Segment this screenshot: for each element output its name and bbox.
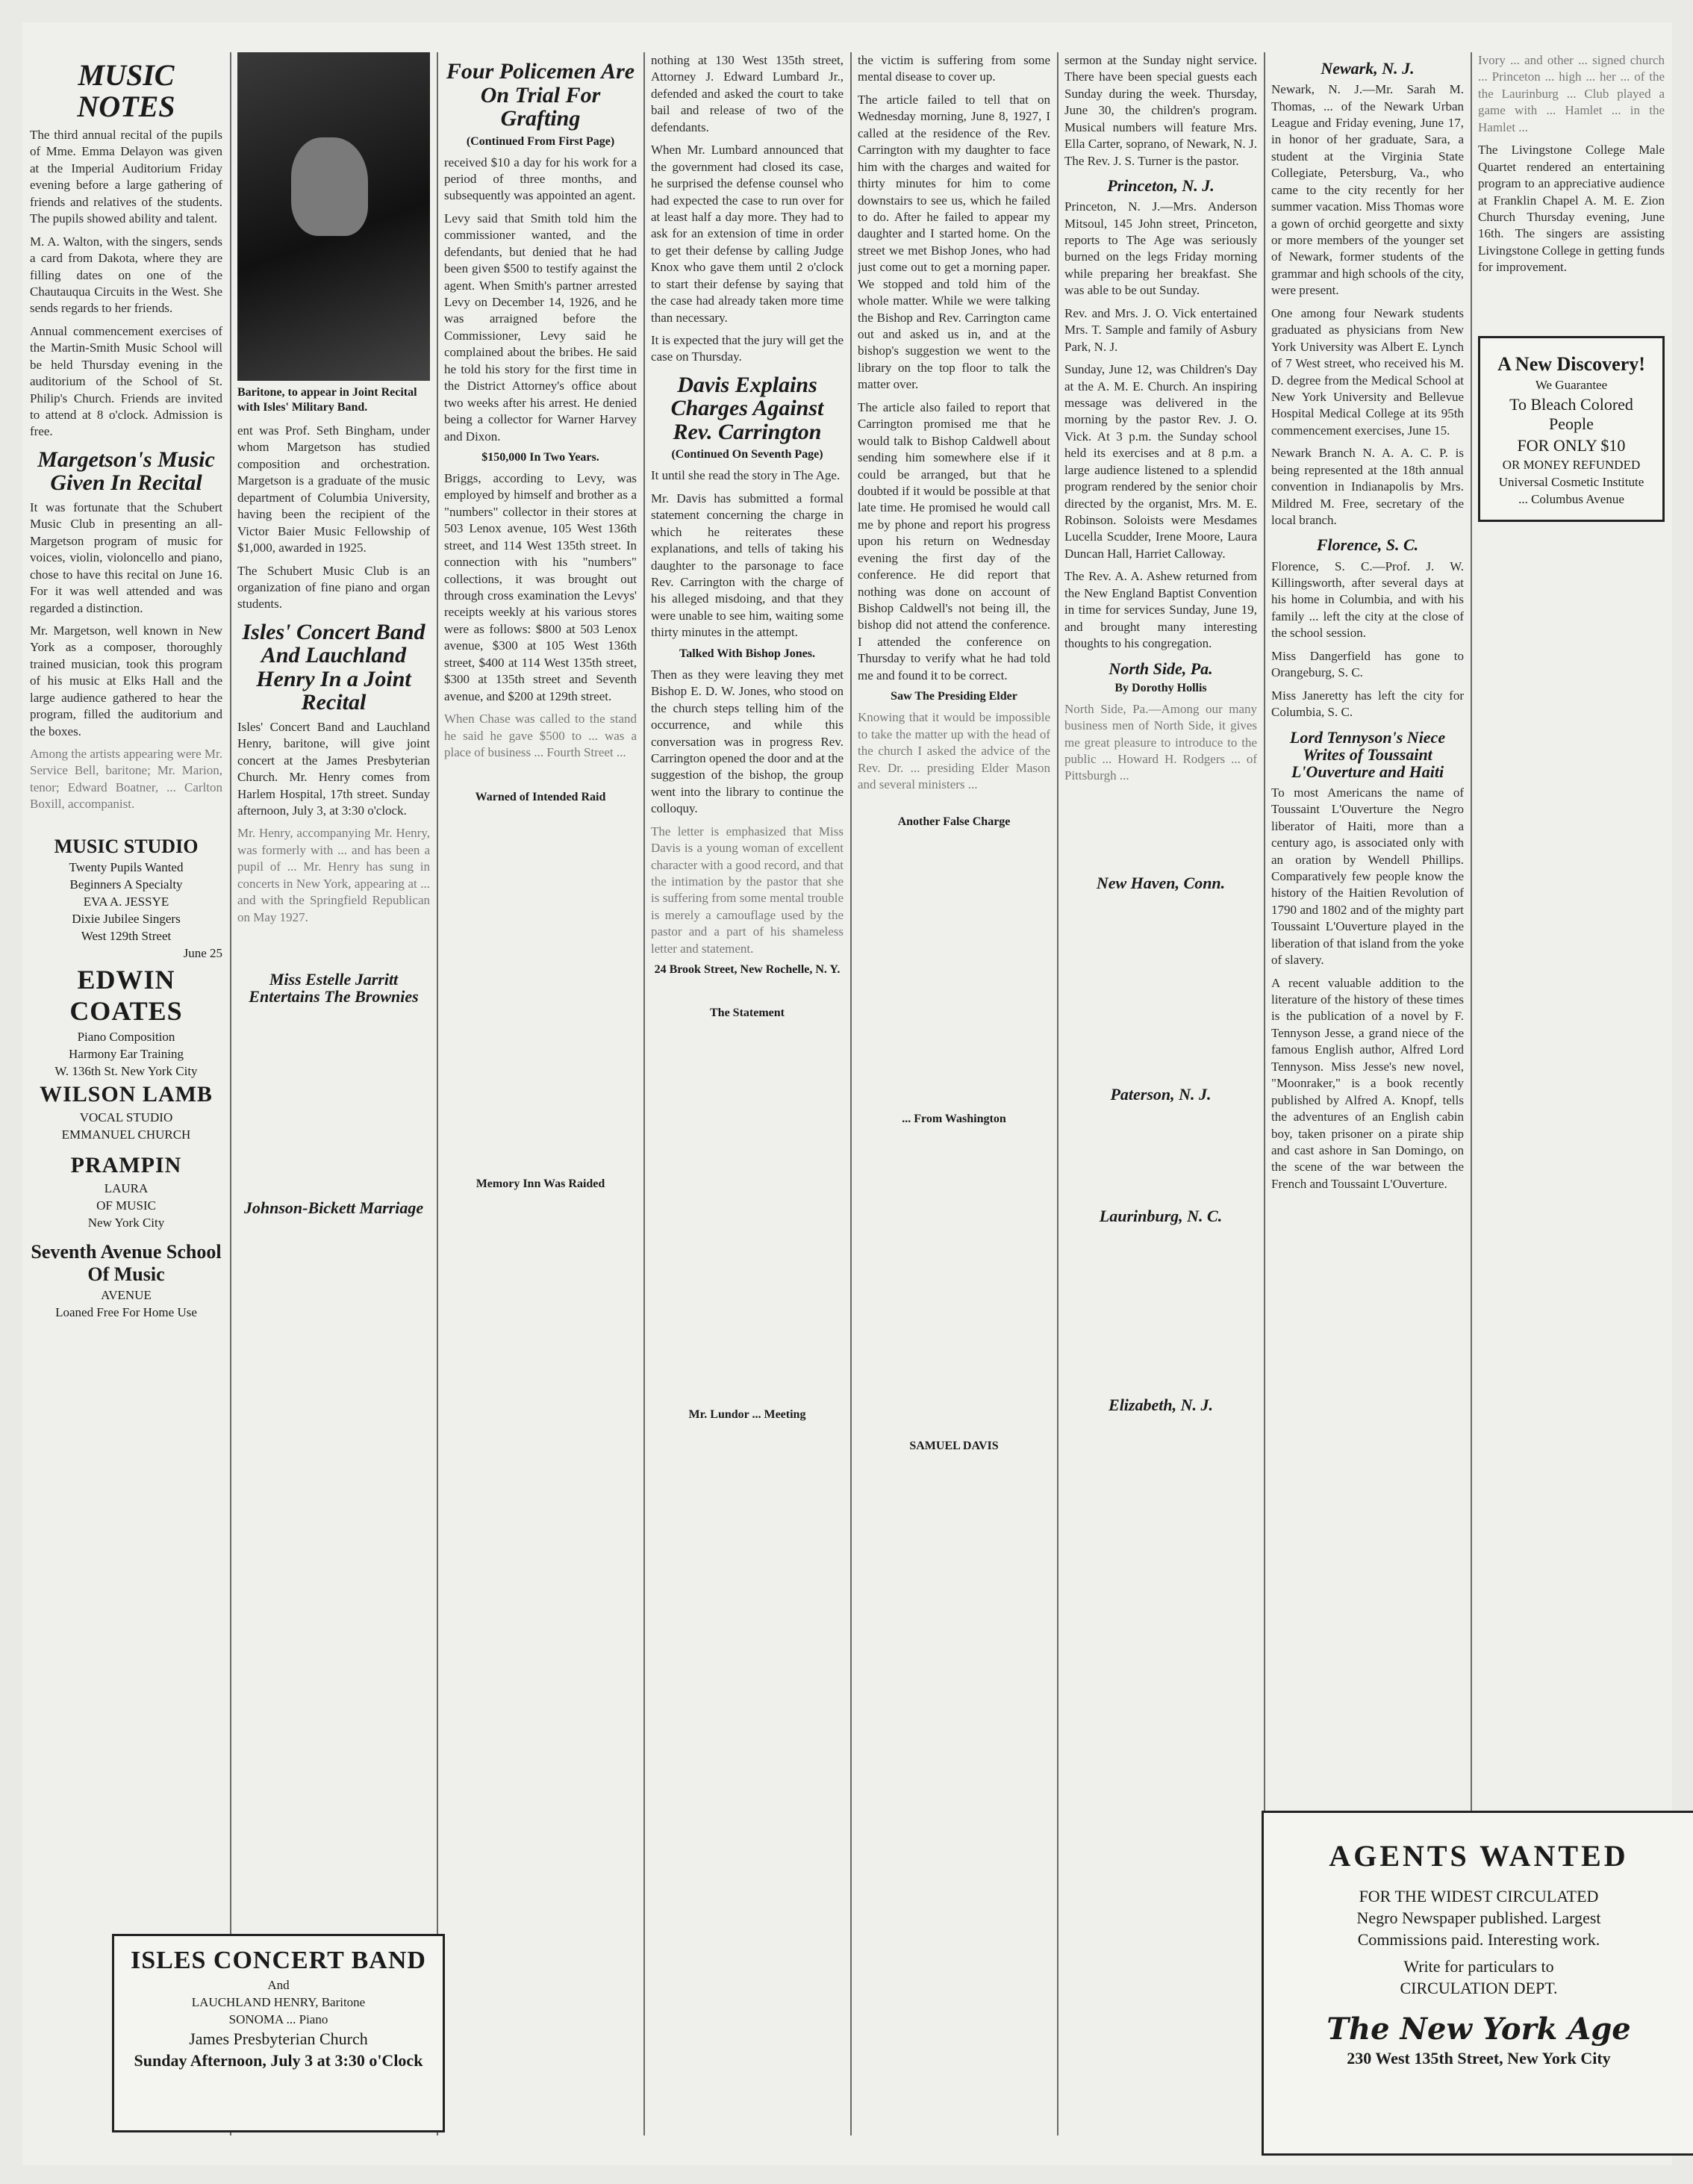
- ad-line: Twenty Pupils Wanted: [69, 859, 184, 874]
- column-davis-statement: [858, 52, 1050, 2150]
- column-music-notes: [30, 52, 222, 2150]
- ad-line: Harmony Ear Training: [69, 1046, 184, 1061]
- isles-concert-band-ad: [112, 1934, 445, 2132]
- ad-line: FOR THE WIDEST CIRCULATED: [1359, 1887, 1599, 1905]
- article-paragraph: Isles' Concert Band and Lauchland Henry, baritone, will give joint concert at the James Presbyterian Church. Mr. Henry comes from Harlem Hospital, 17th street. Sunday afternoon, July 3, at 3:30 o'clock.: [237, 719, 430, 818]
- bleach-ad: [1478, 336, 1665, 522]
- byline: By Dorothy Hollis: [1114, 681, 1207, 694]
- article-paragraph: One among four Newark students graduated as physicians from New York University was Albert E. Lynch of 7 West street, who received his M. D. degree from the Medical School at New York University and Bellevue Hospital Medical College at its 95th commencement exercises, June 15.: [1271, 305, 1464, 438]
- ad-line: Universal Cosmetic Institute: [1498, 474, 1644, 489]
- column-livingstone: [1478, 52, 1665, 1777]
- prampin-ad-title: PRAMPIN: [70, 1152, 182, 1177]
- margetson-headline: Margetson's Music Given In Recital: [37, 447, 215, 496]
- ad-date: June 25: [183, 945, 222, 960]
- north-side-headline: North Side, Pa.: [1109, 659, 1213, 678]
- newspaper-page: [22, 22, 1672, 2165]
- ad-line: EMMANUEL CHURCH: [61, 1127, 191, 1142]
- article-paragraph: Levy said that Smith told him the commissioner wanted, and the defendants, but denied that he had been given $500 to testify against the agent. When Smith's partner arrested Levy on December 14, 1926, and he was arraigned before the Commissioner, Levy said he complained about the bribes. He said he told his story for the first time in the District Attorney's office about two weeks after his arrest. He denied being a collector for Warner Harvey and Dixon.: [444, 211, 637, 444]
- column-isles-band: [237, 52, 430, 1919]
- music-studio-ad-title: MUSIC STUDIO: [54, 835, 199, 857]
- ad-line: Piano Composition: [77, 1029, 175, 1044]
- article-paragraph: Newark, N. J.—Mr. Sarah M. Thomas, ... of the Newark Urban League and Friday evening, June 17, in honor of her graduate, Sara, a student at the Virginia State Collegiate, Petersburg, Va., who came to the city recently for her summer vacation. Miss Thomas wore a gown of orchid georgette and sixty or more members of the younger set of Newark, former students of the grammar and high schools of the city, were present.: [1271, 82, 1464, 298]
- isles-concert-headline: Isles' Concert Band And Lauchland Henry In a Joint Recital: [242, 619, 425, 715]
- article-paragraph: It until she read the story in The Age.: [651, 468, 841, 483]
- discovery-ad-title: A New Discovery!: [1497, 352, 1645, 375]
- continued-note: (Continued From First Page): [466, 134, 615, 148]
- article-paragraph: The Livingstone College Male Quartet rendered an entertaining program to an appreciative audience at Franklin Chapel A. M. E. Zion Church Thursday evening, June 16th. The singers are assisting Livingstone College in getting funds for improvement.: [1478, 143, 1665, 275]
- ad-line: LAURA: [104, 1180, 149, 1195]
- column-newark-florence: [1271, 52, 1464, 1777]
- column-rule: [850, 52, 852, 2135]
- column-rule: [230, 52, 231, 2135]
- davis-headline: Davis Explains Charges Against Rev. Carrington: [670, 372, 824, 444]
- ad-line: OF MUSIC: [96, 1198, 156, 1213]
- article-paragraph: Then as they were leaving they met Bishop E. D. W. Jones, who stood on the church steps telling him of the occurrence, and while this conversation was in progress Rev. Carrington opened the door and at the suggestion of the bishop, the group went into the library to continue the colloquy.: [651, 667, 844, 816]
- article-paragraph: Princeton, N. J.—Mrs. Anderson Mitsoul, 145 John street, Princeton, reports to The Age was seriously burned on the legs Friday morning while preparing her breakfast. She was able to be out Sunday.: [1064, 199, 1257, 298]
- article-paragraph: sermon at the Sunday night service. There have been special guests each Sunday during the week. Thursday, June 30, the children's program. Musical numbers will feature Mrs. Ella Carter, soprano, of Newark, N. J. The Rev. J. S. Turner is the pastor.: [1064, 53, 1257, 168]
- article-paragraph: Mr. Margetson, well known in New York as a composer, thoroughly trained musician, took this program of his music at Elks Hall and the large audience gathered to hear the program, filled the auditorium and the boxes.: [30, 623, 222, 738]
- article-paragraph: To most Americans the name of Toussaint L'Ouverture the Negro liberator of Haiti, more than a century ago, is associated only with an oration by Wendell Phillips. Comparatively few people know the history of the Haitien Revolution of 1790 and 1802 and of the mighty part Toussaint L'Ouverture played in the liberation of that island from the yoke of slavery.: [1271, 785, 1464, 968]
- ad-line: West 129th Street: [81, 928, 172, 943]
- grafting-headline: Four Policemen Are On Trial For Grafting: [446, 59, 635, 131]
- article-paragraph: nothing at 130 West 135th street, Attorney J. Edward Lumbard Jr., defended and asked the court to take bail and release of two of the defendants.: [651, 53, 844, 134]
- ad-line: ... Columbus Avenue: [1518, 491, 1624, 506]
- ad-line: VOCAL STUDIO: [79, 1110, 173, 1124]
- ad-line: Commissions paid. Interesting work.: [1357, 1930, 1600, 1949]
- subheading: $150,000 In Two Years.: [481, 450, 599, 464]
- photo-caption: Baritone, to appear in Joint Recital with Isles' Military Band.: [237, 386, 417, 414]
- ad-line: CIRCULATION DEPT.: [1400, 1979, 1558, 1997]
- column-community-news: [1064, 52, 1257, 2150]
- ad-line: Dixie Jubilee Singers: [72, 911, 181, 926]
- baritone-photo: [237, 52, 430, 381]
- princeton-headline: Princeton, N. J.: [1107, 176, 1215, 196]
- article-paragraph: Miss Dangerfield has gone to Orangeburg, S. C.: [1271, 648, 1464, 680]
- article-paragraph: It was fortunate that the Schubert Music Club in presenting an all-Margetson program of music for voices, violin, violoncello and piano, chose to have this recital on June 16. For it was well attended and was regarded a distinction.: [30, 500, 222, 615]
- edwin-coates-ad-title: EDWIN COATES: [69, 964, 183, 1026]
- elizabeth-headline: Elizabeth, N. J.: [1109, 1396, 1213, 1415]
- column-grafting-trial: [444, 52, 637, 2150]
- column-rule: [1057, 52, 1058, 2135]
- article-paragraph: Ivory ... and other ... signed church ... Princeton ... high ... her ... of the the Laurinburg ... Club played a game with ... Hamlet ... in the Hamlet ...: [1478, 53, 1665, 134]
- article-paragraph: North Side, Pa.—Among our many business men of North Side, it gives me great pleasure to introduce to the public ... Howard H. Rodgers ... of Pittsburgh ...: [1064, 701, 1257, 783]
- tennyson-headline: Lord Tennyson's Niece Writes of Toussaint L'Ouverture and Haiti: [1289, 727, 1446, 781]
- article-paragraph: received $10 a day for his work for a period of three months, and subsequently was appointed an agent.: [444, 155, 637, 203]
- ad-line: We Guarantee: [1535, 377, 1608, 392]
- ad-line: Loaned Free For Home Use: [55, 1304, 197, 1319]
- article-paragraph: ent was Prof. Seth Bingham, under whom Margetson has studied composition and orchestration. Margetson is a graduate of the music department of Columbia University, having been the recipient of the Victor Baier Music Fellowship of $1,000, awarded in 1925.: [237, 423, 430, 556]
- article-paragraph: Newark Branch N. A. A. C. P. is being represented at the 18th annual convention in Indianapolis by Mrs. Mildred M. Free, secretary of the local branch.: [1271, 446, 1464, 528]
- newspaper-nameplate: The New York Age: [1326, 2012, 1631, 2047]
- subheading: Talked With Bishop Jones.: [679, 647, 815, 660]
- subheading: Saw The Presiding Elder: [891, 690, 1017, 703]
- ad-line: James Presbyterian Church: [189, 2029, 368, 2048]
- article-paragraph: When Chase was called to the stand he said he gave $500 to ... was a place of business ... Fourth Street ...: [444, 712, 637, 759]
- subheading: Another False Charge: [897, 815, 1011, 829]
- marriage-headline: Johnson-Bickett Marriage: [243, 1198, 424, 1218]
- subheading: The Statement: [710, 1007, 785, 1020]
- article-paragraph: Mr. Henry, accompanying Mr. Henry, was formerly with ... and has been a pupil of ... Mr. Henry has sung in concerts in New York, appearing at ... and with the Springfield Republican on May 1927.: [237, 826, 430, 924]
- ad-line: 230 West 135th Street, New York City: [1347, 2049, 1611, 2068]
- ad-line: Sunday Afternoon, July 3 at 3:30 o'Clock: [134, 2051, 423, 2070]
- ad-line: LAUCHLAND HENRY, Baritone: [191, 1995, 366, 2009]
- article-paragraph: Miss Janeretty has left the city for Columbia, S. C.: [1271, 688, 1464, 720]
- ad-line: W. 136th St. New York City: [54, 1063, 198, 1078]
- column-davis-charges: [651, 52, 844, 2150]
- band-ad-title: ISLES CONCERT BAND: [131, 1947, 426, 1974]
- article-paragraph: Sunday, June 12, was Children's Day at the A. M. E. Church. An inspiring message was delivered in the morning by the pastor Rev. J. O. Vick. At 3 p.m. the Sunday school held its exercises and at 8 p.m. a large audience listened to a splendid program rendered by the senior choir directed by the organist, Mrs. M. E. Robinson. Soloists were Mesdames Lucella Scudder, Irene Moore, Laura Duncan Hall, Harriet Calloway.: [1064, 362, 1257, 561]
- article-paragraph: M. A. Walton, with the singers, sends a card from Dakota, where they are filling dates on one of the Chautauqua Circuits in the West. She sends regards to her friends.: [30, 234, 222, 316]
- ad-line: SONOMA ... Piano: [228, 2012, 328, 2026]
- music-notes-headline: MUSIC NOTES: [77, 58, 175, 123]
- ad-line: To Bleach Colored People: [1509, 394, 1633, 433]
- article-paragraph: the victim is suffering from some mental disease to cover up.: [858, 53, 1050, 84]
- article-paragraph: The Schubert Music Club is an organization of fine piano and organ students.: [237, 563, 430, 612]
- article-paragraph: The third annual recital of the pupils of Mme. Emma Delayon was given at the Imperial Auditorium Friday evening before a large gathering of friends and relatives of the students. The pupils showed ability and talent.: [30, 128, 222, 226]
- continued-note: (Continued On Seventh Page): [671, 448, 823, 461]
- laurinburg-headline: Laurinburg, N. C.: [1099, 1207, 1223, 1225]
- article-paragraph: It is expected that the jury will get the case on Thursday.: [651, 333, 844, 364]
- florence-headline: Florence, S. C.: [1316, 535, 1419, 555]
- article-paragraph: Among the artists appearing were Mr. Service Bell, baritone; Mr. Marion, tenor; Edward Boatner, ... Carlton Boxill, accompanist.: [30, 747, 222, 812]
- wilson-lamb-ad-title: WILSON LAMB: [40, 1081, 213, 1107]
- ad-line: FOR ONLY $10: [1517, 435, 1626, 455]
- article-paragraph: The letter is emphasized that Miss Davis is a young woman of excellent character with a good record, and that the intimation by the pastor that she is suffering from some mental trouble is merely a camouflage used by the pastor and a part of his shameless letter and statement.: [651, 824, 844, 956]
- article-paragraph: Florence, S. C.—Prof. J. W. Killingsworth, after several days at his home in Columbia, and with his family ... left the city at the close of the school session.: [1271, 559, 1464, 641]
- paterson-headline: Paterson, N. J.: [1110, 1084, 1212, 1104]
- ad-line: New York City: [87, 1215, 165, 1230]
- article-paragraph: Briggs, according to Levy, was employed by himself and brother as a "numbers" collector in their stores at 503 Lenox avenue, 105 West 136th street, and 114 West 135th street. In connection with his "numbers" collections, it was brought out through cross examination the Levys' receipts weekly at his various stores were as follows: $800 at 503 Lenox avenue, $300 at 105 West 136th street, $400 at 114 West 135th street, $300 at 135th street and Seventh avenue, and $200 at 129th street.: [444, 470, 637, 703]
- column-rule: [437, 52, 438, 2135]
- article-paragraph: The article failed to tell that on Wednesday morning, June 8, 1927, I called at the residence of the Rev. Carrington with my daughter to face him with the charges and waited for thirty minutes for him to come downstairs to see us, which he failed to do. After he failed to appear my daughter and I started home. On the street we met Bishop Jones, who had just come out to get a morning paper. We stopped and told him of the whole matter. While we were talking the Bishop and Rev. Carrington came out and asked us in, and at the bishop's suggestion we went to the library on the top floor to talk the matter over.: [858, 92, 1050, 392]
- ad-line: Negro Newspaper published. Largest: [1356, 1908, 1601, 1927]
- column-rule: [643, 52, 645, 2135]
- subheading: Warned of Intended Raid: [475, 791, 606, 804]
- agents-wanted-ad: [1262, 1811, 1693, 2156]
- article-paragraph: When Mr. Lumbard announced that the government had closed its case, he surprised the defense counsel who had expected the case to run over for at least half a day more. They had to ask for an extension of time in order to get their defense by calling Judge Knox who gave them until 2 o'clock to start their defense by saying that the case had already taken more time than necessary.: [651, 143, 844, 325]
- subheading: Mr. Lundor ... Meeting: [688, 1408, 806, 1422]
- ad-line: EVA A. JESSYE: [83, 894, 169, 909]
- ad-line: AVENUE: [101, 1287, 152, 1302]
- article-paragraph: Knowing that it would be impossible to take the matter up with the head of the church I asked the advice of the Rev. Dr. ... presiding Elder Mason and several ministers ...: [858, 710, 1050, 791]
- article-paragraph: Annual commencement exercises of the Martin-Smith Music School will be held Thursday evening in the auditorium of the School of St. Philip's Church. Friends are invited to attend at 8 o'clock. Admission is free.: [30, 323, 222, 439]
- ad-line: And: [267, 1978, 290, 1992]
- ad-line: Beginners A Specialty: [69, 877, 183, 892]
- ad-line: Write for particulars to: [1403, 1957, 1554, 1976]
- article-paragraph: A recent valuable addition to the literature of the history of these times is the publication of a novel by F. Tennyson Jesse, a grand niece of the famous English author, Alfred Lord Tennyson. Miss Jesse's new novel, "Moonraker," is a book recently published by Alfred A. Knopf, tells the adventures of an English cabin boy, taken prisoner on a pirate ship and cast ashore in San Domingo, on the scene of the war between the French and Toussaint L'Ouverture.: [1271, 975, 1464, 1191]
- article-paragraph: The article also failed to report that Carrington promised me that he would talk to Bishop Caldwell about sending him somewhere else if it could be arranged, but that he doubted if it would be possible at that late time. He promised he would call me by phone and report his progress upon his return on Wednesday evening the first day of the conference. He did report that nothing was done on account of Bishop Caldwell's not being ill, the bishop did not attend the conference. I attended the conference on Thursday to verify what he had told me and found it to be correct.: [858, 399, 1050, 682]
- newark-headline: Newark, N. J.: [1321, 59, 1415, 78]
- subheading: Memory Inn Was Raided: [476, 1177, 605, 1191]
- seventh-avenue-school-ad-title: Seventh Avenue School Of Music: [31, 1240, 222, 1285]
- article-paragraph: Rev. and Mrs. J. O. Vick entertained Mrs. T. Sample and family of Asbury Park, N. J.: [1064, 305, 1257, 354]
- jarritt-headline: Miss Estelle Jarritt Entertains The Brownies: [249, 970, 419, 1007]
- subheading: ... From Washington: [902, 1113, 1006, 1126]
- ad-line: OR MONEY REFUNDED: [1502, 457, 1641, 472]
- letter-signoff: 24 Brook Street, New Rochelle, N. Y.: [654, 963, 841, 977]
- signature: SAMUEL DAVIS: [909, 1440, 999, 1453]
- article-paragraph: Mr. Davis has submitted a formal statement concerning the charge in which he reiterates these explanations, and tells of taking his daughter to the parsonage to face Rev. Carrington with the charge of his alleged misdoing, and that they were unable to see him, waiting some thirty minutes in the attempt.: [651, 491, 844, 640]
- article-paragraph: The Rev. A. A. Ashew returned from the New England Baptist Convention in time for services Sunday, June 19, and brought many interesting thoughts to his congregation.: [1064, 569, 1257, 651]
- new-haven-headline: New Haven, Conn.: [1096, 873, 1226, 892]
- agents-ad-title: AGENTS WANTED: [1329, 1839, 1629, 1873]
